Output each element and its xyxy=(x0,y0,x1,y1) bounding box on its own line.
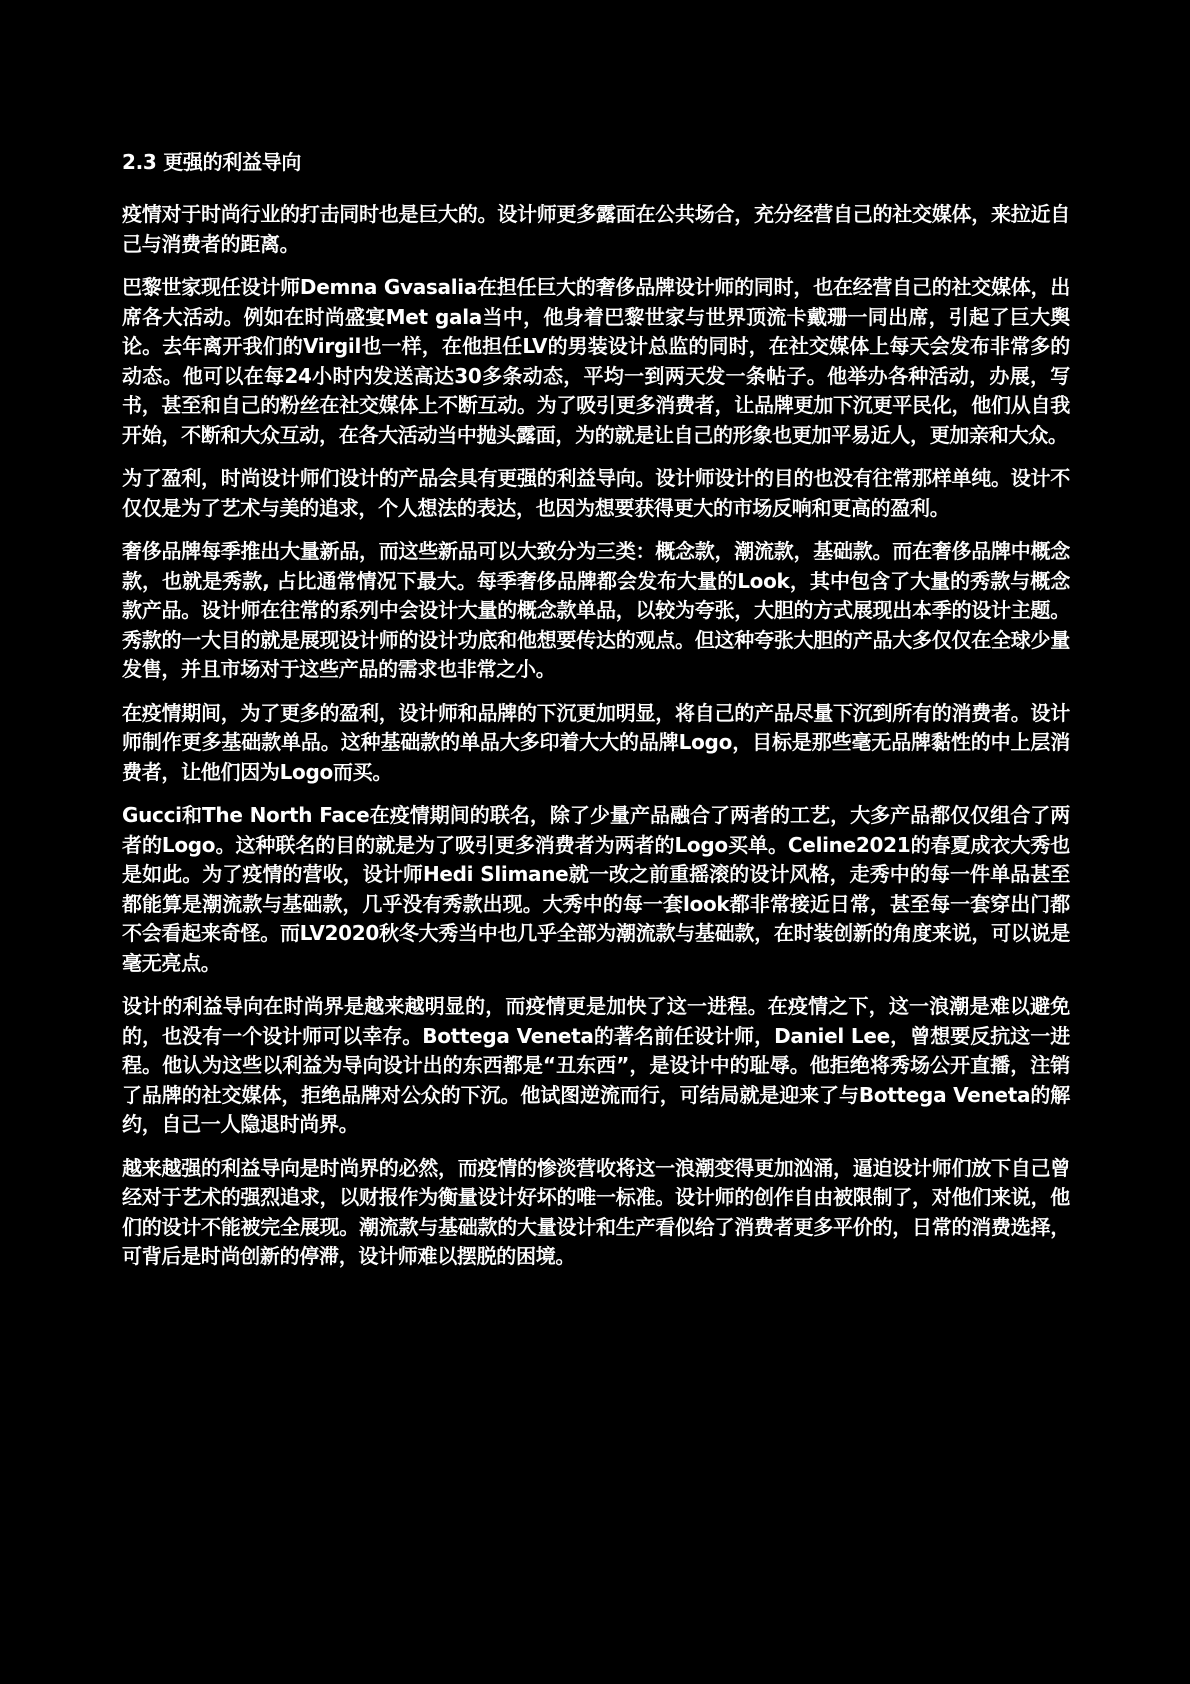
paragraph-2: 巴黎世家现任设计师Demna Gvasalia在担任巨大的奢侈品牌设计师的同时，也在经营自己的社交媒体，出席各大活动。例如在时尚盛宴Met gala当中，他身着巴黎世家与世界顶流卡戴珊一同出席，引起了巨大舆论。去年离开我们的Virgil也一样，在他担任LV的男装设计总监的同时，在社交媒体上每天会发布非常多的动态。他可以在每24小时内发送高达30多条动态，平均一到两天发一条帖子。他举办各种活动，办展，写书，甚至和自己的粉丝在社交媒体上不断互动。为了吸引更多消费者，让品牌更加下沉更平民化，他们从自我开始，不断和大众互动，在各大活动当中抛头露面，为的就是让自己的形象也更加平易近人，更加亲和大众。 xyxy=(122,275,1070,447)
paragraph-6: Gucci和The North Face在疫情期间的联名，除了少量产品融合了两者的工艺，大多产品都仅仅组合了两者的Logo。这种联名的目的就是为了吸引更多消费者为两者的Logo买单。Celine2021的春夏成衣大秀也是如此。为了疫情的营收，设计师Hedi Slimane就一改之前重摇滚的设计风格，走秀中的每一件单品甚至都能算是潮流款与基础款，几乎没有秀款出现。大秀中的每一套look都非常接近日常，甚至每一套穿出门都不会看起来奇怪。而LV2020秋冬大秀当中也几乎全部为潮流款与基础款，在时装创新的角度来说，可以说是毫无亮点。 xyxy=(122,803,1070,975)
paragraph-4: 奢侈品牌每季推出大量新品，而这些新品可以大致分为三类：概念款，潮流款，基础款。而在奢侈品牌中概念款，也就是秀款, 占比通常情况下最大。每季奢侈品牌都会发布大量的Look，其中包含了大量的秀款与概念款产品。设计师在往常的系列中会设计大量的概念款单品，以较为夸张，大胆的方式展现出本季的设计主题。秀款的一大目的就是展现设计师的设计功底和他想要传达的观点。但这种夸张大胆的产品大多仅仅在全球少量发售，并且市场对于这些产品的需求也非常之小。 xyxy=(122,539,1070,681)
paragraph-8: 越来越强的利益导向是时尚界的必然，而疫情的惨淡营收将这一浪潮变得更加汹涌，逼迫设计师们放下自己曾经对于艺术的强烈追求，以财报作为衡量设计好坏的唯一标准。设计师的创作自由被限制了，对他们来说，他们的设计不能被完全展现。潮流款与基础款的大量设计和生产看似给了消费者更多平价的，日常的消费选择，可背后是时尚创新的停滞，设计师难以摆脱的困境。 xyxy=(122,1155,1070,1268)
document-page xyxy=(122,146,1070,1286)
paragraph-7: 设计的利益导向在时尚界是越来越明显的，而疫情更是加快了这一进程。在疫情之下，这一浪潮是难以避免的，也没有一个设计师可以幸存。Bottega Veneta的著名前任设计师，Daniel Lee，曾想要反抗这一进程。他认为这些以利益为导向设计出的东西都是“丑东西”，是设计中的耻辱。他拒绝将秀场公开直播，注销了品牌的社交媒体，拒绝品牌对公众的下沉。他试图逆流而行，可结局就是迎来了与Bottega Veneta的解约，自己一人隐退时尚界。 xyxy=(122,994,1070,1136)
section-heading: 2.3 更强的利益导向 xyxy=(122,150,302,174)
paragraph-1: 疫情对于时尚行业的打击同时也是巨大的。设计师更多露面在公共场合，充分经营自己的社交媒体，来拉近自己与消费者的距离。 xyxy=(122,202,1070,256)
paragraph-5: 在疫情期间，为了更多的盈利，设计师和品牌的下沉更加明显，将自己的产品尽量下沉到所有的消费者。设计师制作更多基础款单品。这种基础款的单品大多印着大大的品牌Logo，目标是那些毫无品牌黏性的中上层消费者，让他们因为Logo而买。 xyxy=(122,700,1070,784)
paragraph-3: 为了盈利，时尚设计师们设计的产品会具有更强的利益导向。设计师设计的目的也没有往常那样单纯。设计不仅仅是为了艺术与美的追求，个人想法的表达，也因为想要获得更大的市场反响和更高的盈利。 xyxy=(122,466,1070,520)
